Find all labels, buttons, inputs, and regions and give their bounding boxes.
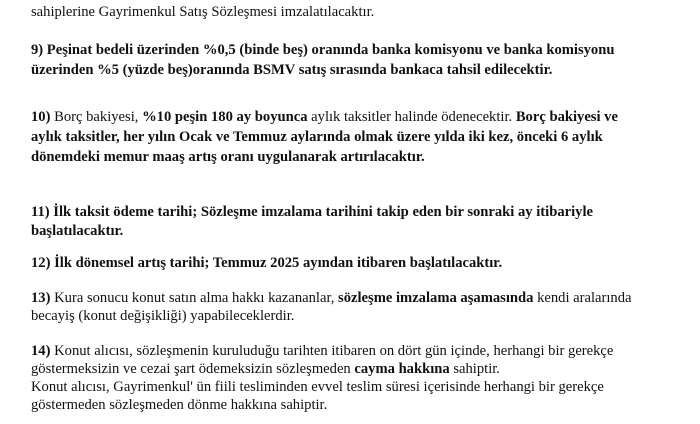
item-14-line-3 (31, 378, 604, 397)
item-13-number: 13) (31, 290, 51, 306)
item-9-line-2 (31, 61, 552, 80)
item-12-text-1: 12) İlk dönemsel artış tarihi; Temmuz 2025 ayından itibaren başlatılacaktır. (31, 255, 503, 271)
item-14-number: 14) (31, 343, 51, 359)
item-10-line-2 (31, 128, 603, 147)
item-11-text-1: 11) İlk taksit ödeme tarihi; Sözleşme imzalama tarihini takip eden bir sonraki ay itibariyle (31, 204, 593, 220)
item-13-text-a: Kura sonucu konut satın alma hakkı kazananlar, (50, 290, 339, 306)
item-10-text-2: aylık taksitler, her yılın Ocak ve Temmuz aylarında olmak üzere yılda iki kez, önceki 6 aylık (31, 129, 603, 145)
item-14-text-3: Konut alıcısı, Gayrimenkul' ün fiili tesliminden evvel teslim süresi içerisinde herhangi bir gerekçe (31, 379, 604, 395)
item-10-line-3 (31, 148, 425, 167)
item-14-line-2 (31, 360, 500, 379)
item-13-line-1 (31, 289, 631, 308)
item-10-text-b: aylık taksitler halinde ödenecektir. (307, 109, 516, 125)
intro-text: sahiplerine Gayrimenkul Satış Sözleşmesi imzalatılacaktır. (31, 4, 375, 20)
item-14-text-4: göstermeden sözleşmeden dönme hakkına sahiptir. (31, 397, 328, 413)
item-13-line-2 (31, 307, 294, 326)
item-10-bold-b: Borç bakiyesi ve (515, 109, 618, 125)
item-11-line-2 (31, 222, 123, 241)
item-9-text-2: üzerinden %5 (yüzde beş)oranında BSMV satış sırasında bankaca tahsil edilecektir. (31, 62, 553, 78)
item-10-text-3: dönemdeki memur maaş artış oranı uygulanarak artırılacaktır. (31, 149, 425, 165)
item-10-bold-a: %10 peşin 180 ay boyunca (142, 109, 308, 125)
item-10-text-a: Borç bakiyesi, (50, 109, 143, 125)
item-14-text-2a: göstermeksizin ve cezai şart ödemeksizin sözleşmeden (31, 361, 355, 377)
item-13-text-b: kendi aralarında (533, 290, 632, 306)
item-10-number: 10) (31, 109, 51, 125)
item-14-line-4 (31, 396, 327, 415)
item-11-text-2: başlatılacaktır. (31, 223, 124, 239)
item-12-line-1 (31, 254, 502, 273)
item-14-text-2c: sahiptir. (449, 361, 500, 377)
item-14-bold-a: cayma hakkına (354, 361, 450, 377)
item-9-line-1 (31, 41, 614, 60)
item-13-bold-a: sözleşme imzalama aşamasında (338, 290, 534, 306)
item-13-text-2: becayiş (konut değişikliği) yapabileceklerdir. (31, 308, 295, 324)
item-11-line-1 (31, 203, 593, 222)
intro-line (31, 3, 374, 22)
item-9-text-1: 9) Peşinat bedeli üzerinden %0,5 (binde beş) oranında banka komisyonu ve banka komisyonu (31, 42, 615, 58)
item-14-text-a: Konut alıcısı, sözleşmenin kuruluduğu tarihten itibaren on dört gün içinde, herhangi bir gerekçe (50, 343, 614, 359)
item-10-line-1 (31, 108, 618, 127)
item-14-line-1 (31, 342, 613, 361)
